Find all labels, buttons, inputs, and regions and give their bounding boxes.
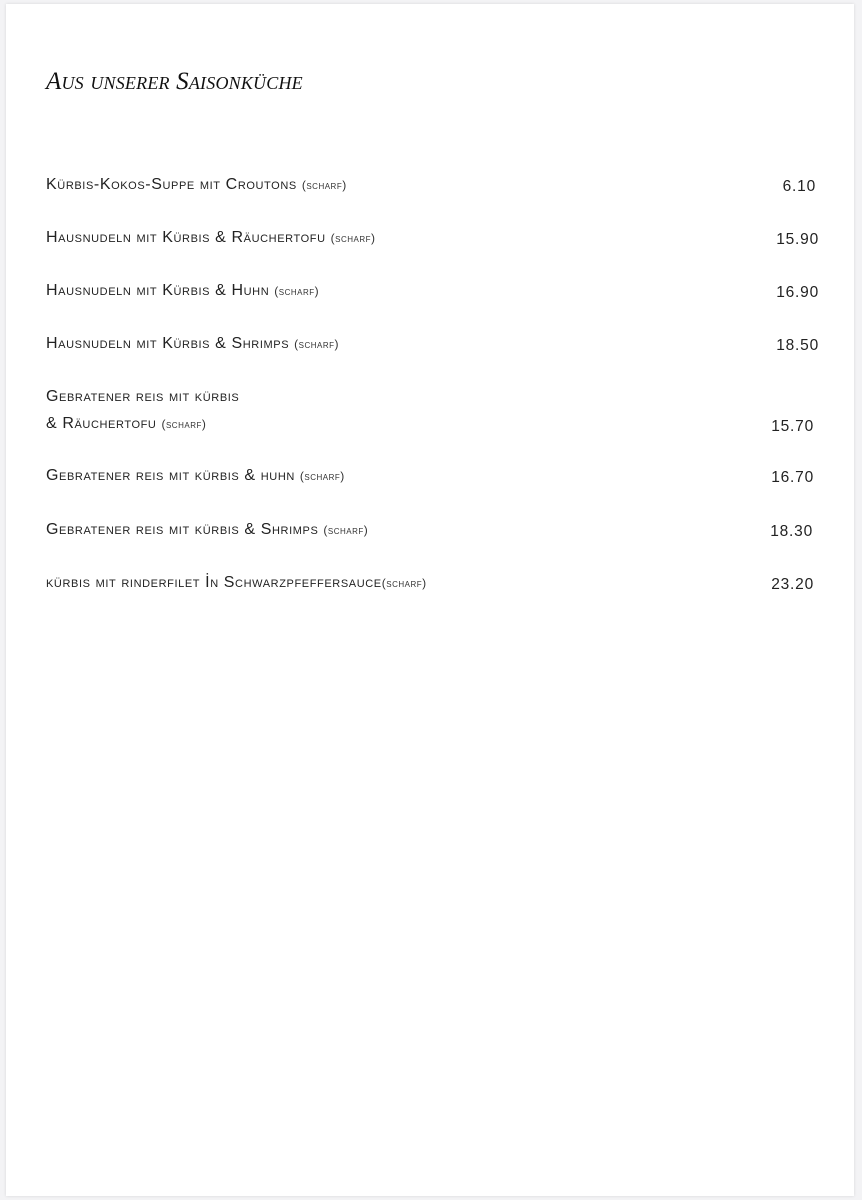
spicy-tag: (scharf) — [330, 231, 376, 245]
item-price: 18.50 — [776, 337, 819, 354]
menu-item — [46, 335, 819, 355]
menu-item — [46, 574, 816, 594]
spicy-tag: (scharf) — [299, 469, 345, 483]
item-name: Kürbis-Kokos-Suppe mit Croutons — [46, 176, 297, 193]
item-price: 15.70 — [771, 418, 814, 435]
item-name: Gebratener reis mit kürbis — [46, 388, 240, 405]
page-title: Aus unserer Saisonküche — [46, 68, 303, 95]
item-name-continued: & Räuchertofu — [46, 415, 157, 432]
item-price: 18.30 — [770, 523, 813, 540]
spicy-tag: (scharf) — [161, 417, 207, 431]
menu-page — [6, 4, 854, 1196]
item-price: 15.90 — [776, 231, 819, 248]
item-price: 23.20 — [771, 576, 814, 593]
menu-item — [46, 229, 819, 249]
spicy-tag: (scharf) — [301, 178, 347, 192]
item-name: Hausnudeln mit Kürbis & Huhn — [46, 282, 270, 299]
menu-item — [46, 282, 819, 302]
menu-item — [46, 521, 816, 541]
item-price: 16.90 — [776, 284, 819, 301]
item-name: Gebratener reis mit kürbis & Shrimps — [46, 521, 319, 538]
menu-item — [46, 388, 816, 436]
spicy-tag: (scharf) — [323, 523, 369, 537]
spicy-tag: (scharf) — [381, 576, 427, 590]
menu-item — [46, 467, 816, 487]
item-name: Hausnudeln mit Kürbis & Räuchertofu — [46, 229, 326, 246]
spicy-tag: (scharf) — [294, 337, 340, 351]
spicy-tag: (scharf) — [274, 284, 320, 298]
item-name: Gebratener reis mit kürbis & huhn — [46, 467, 295, 484]
item-price: 6.10 — [782, 178, 816, 195]
item-price: 16.70 — [771, 469, 814, 486]
item-name: kürbis mit rinderfilet İn Schwarzpfeffersauce — [46, 574, 382, 591]
menu-item — [46, 176, 816, 196]
item-name: Hausnudeln mit Kürbis & Shrimps — [46, 335, 290, 352]
